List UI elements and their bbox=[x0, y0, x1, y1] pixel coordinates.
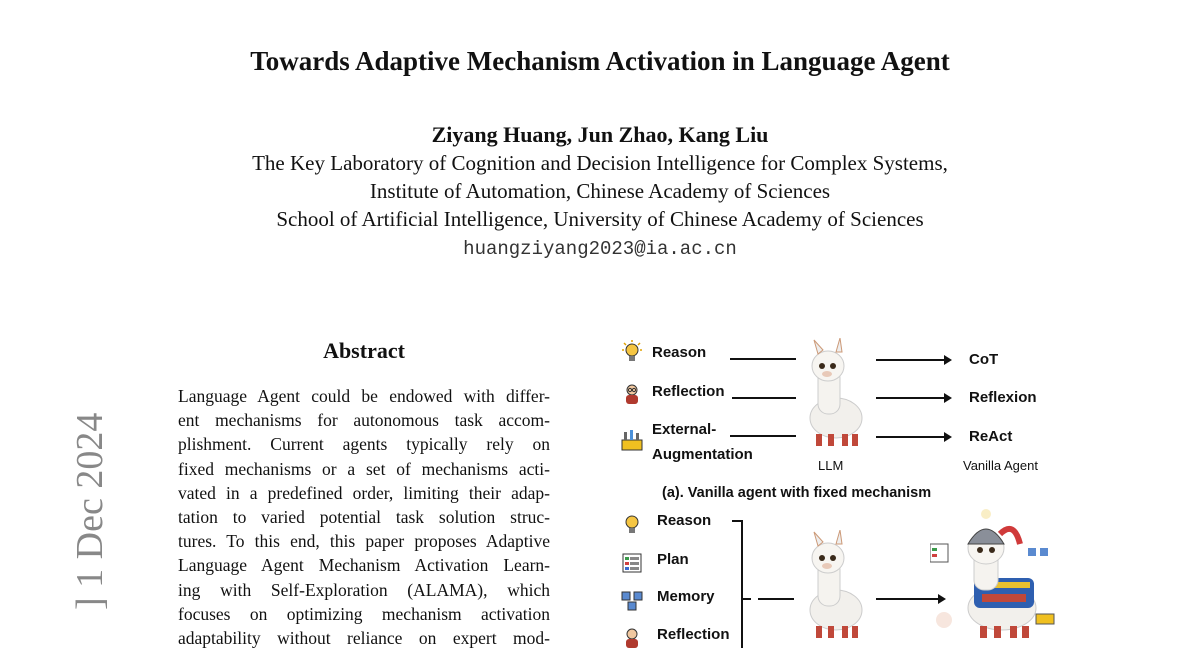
input-line bbox=[758, 598, 794, 600]
output-arrow bbox=[876, 436, 950, 438]
top-input-reason: Reason bbox=[652, 344, 707, 361]
input-line bbox=[730, 358, 796, 360]
memory-database-icon bbox=[620, 588, 644, 612]
bracket-tick bbox=[743, 598, 751, 600]
affiliation-line-1: The Key Laboratory of Cognition and Decision Intelligence for Complex Systems, bbox=[252, 151, 948, 175]
arxiv-stamp: ] 1 Dec 2024 bbox=[69, 412, 111, 610]
output-cot: CoT bbox=[969, 351, 999, 368]
toolbox-icon bbox=[620, 428, 644, 452]
paper-authors: Ziyang Huang, Jun Zhao, Kang Liu bbox=[431, 122, 769, 147]
abstract-line: Language Agent could be endowed with differ- bbox=[178, 386, 550, 406]
abstract-line: adaptability without reliance on expert mod- bbox=[178, 628, 550, 649]
affiliation-line-2: Institute of Automation, Chinese Academy of Sciences bbox=[369, 179, 831, 203]
bottom-input-reason: Reason bbox=[657, 512, 712, 529]
llama-llm-illustration bbox=[796, 338, 870, 450]
bottom-input-plan: Plan bbox=[657, 551, 689, 568]
abstract-line: fixed mechanisms or a set of mechanisms acti- bbox=[178, 458, 550, 479]
lightbulb-icon bbox=[620, 340, 644, 364]
mechanism-figure bbox=[612, 330, 1082, 648]
top-input-augmentation: Augmentation bbox=[652, 446, 753, 463]
abstract-line: ing with Self-Exploration (ALAMA), which bbox=[178, 579, 550, 600]
abstract-line: vated in a predefined order, limiting their adap- bbox=[178, 482, 550, 503]
abstract-line: ent mechanisms for autonomous task accom- bbox=[178, 410, 550, 431]
llama-llm-illustration bbox=[796, 530, 870, 642]
bottom-input-memory: Memory bbox=[657, 588, 715, 605]
bracket-spine bbox=[741, 520, 743, 648]
abstract-line: tation to varied potential task solution struc- bbox=[178, 507, 550, 528]
llm-label: LLM bbox=[818, 458, 844, 473]
output-arrow bbox=[876, 397, 950, 399]
vanilla-agent-label: Vanilla Agent bbox=[963, 458, 1038, 473]
adaptive-agent-illustration bbox=[930, 508, 1060, 640]
output-reflexion: Reflexion bbox=[969, 389, 1037, 406]
top-input-reflection: Reflection bbox=[652, 383, 725, 400]
caption-a: (a). Vanilla agent with fixed mechanism bbox=[662, 485, 932, 501]
author-email: huangziyang2023@ia.ac.cn bbox=[463, 238, 737, 260]
output-arrow bbox=[876, 359, 950, 361]
abstract-line: focuses on optimizing mechanism activation bbox=[178, 603, 550, 624]
paper-title: Towards Adaptive Mechanism Activation in Language Agent bbox=[250, 46, 950, 76]
lightbulb-icon bbox=[620, 512, 644, 536]
affiliation-line-3: School of Artificial Intelligence, University of Chinese Academy of Sciences bbox=[276, 207, 924, 231]
person-reflection-icon bbox=[620, 626, 644, 650]
top-input-external: External- bbox=[652, 421, 717, 438]
output-react: ReAct bbox=[969, 428, 1013, 445]
input-line bbox=[732, 397, 796, 399]
abstract-heading: Abstract bbox=[323, 338, 405, 363]
input-line bbox=[730, 435, 796, 437]
abstract-line: Language Agent Mechanism Activation Learn- bbox=[178, 555, 550, 576]
plan-list-icon bbox=[620, 551, 644, 575]
person-reflection-icon bbox=[620, 382, 644, 406]
abstract-body bbox=[178, 384, 550, 650]
abstract-line: tures. To this end, this paper proposes Adaptive bbox=[178, 531, 550, 552]
abstract-line: plishment. Current agents typically rely on bbox=[178, 434, 550, 455]
bottom-input-reflection: Reflection bbox=[657, 626, 730, 643]
